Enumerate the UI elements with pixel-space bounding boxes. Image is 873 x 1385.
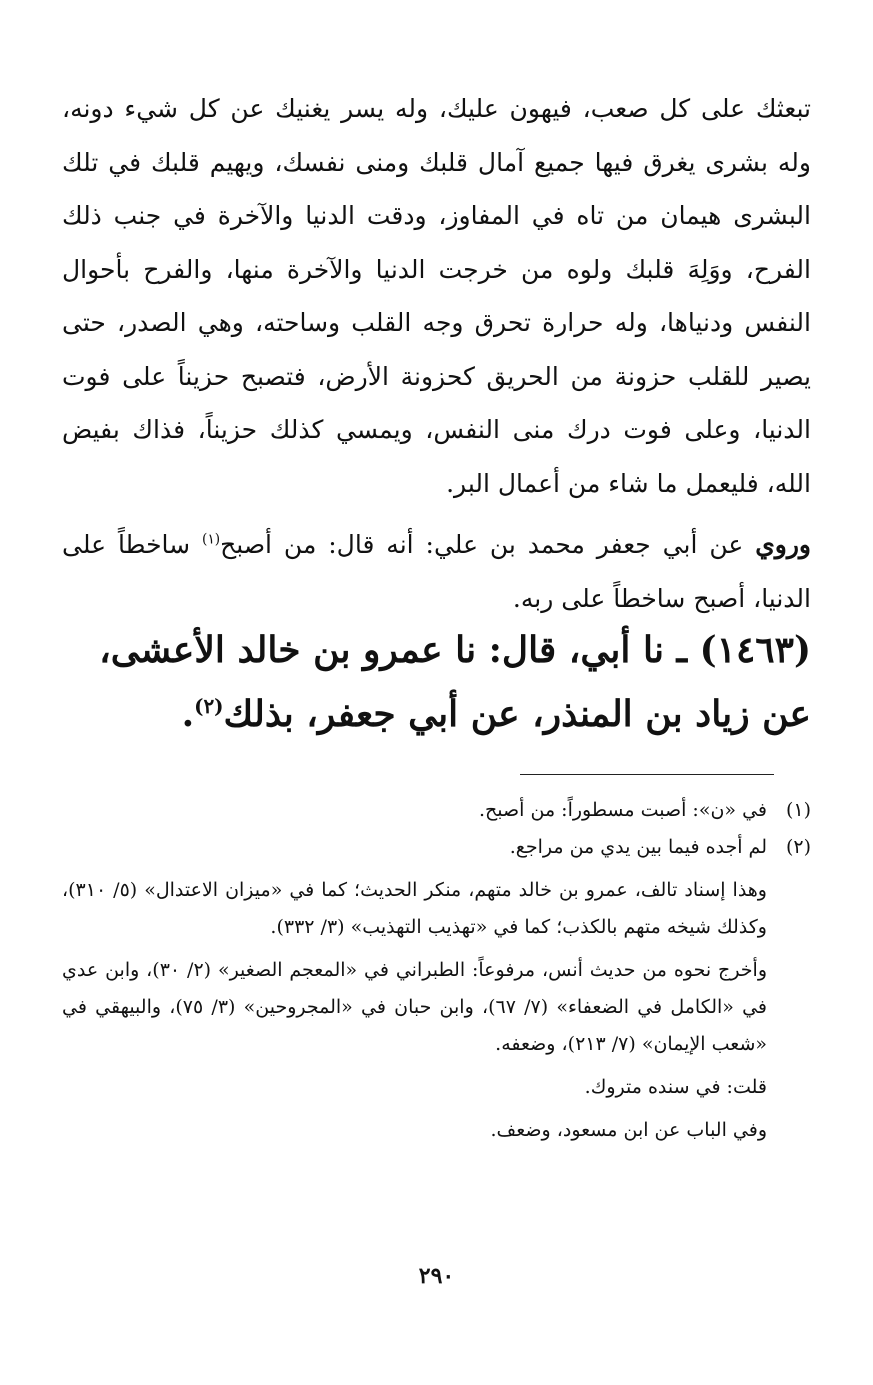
footnote-paragraph: وأخرج نحوه من حديث أنس، مرفوعاً: الطبراني في «المعجم الصغير» (٢/ ٣٠)، وابن عدي في «الكامل في الضعفاء» (٧/ ٦٧)، وابن حبان في «المجروحين» (٣/ ٧٥)، والبيهقي في «شعب الإيمان» (٧/ ٢١٣)، وضعفه. — [62, 959, 768, 1055]
footnote-paragraph: قلت: في سنده متروك. — [584, 1076, 767, 1098]
footnote-2 — [62, 829, 811, 866]
quote-text-a: عن أبي جعفر محمد بن علي: أنه قال: من أصبح — [220, 530, 756, 559]
footnote-ref-1: (١) — [202, 531, 221, 548]
footnote-paragraph: وهذا إسناد تالف، عمرو بن خالد متهم، منكر الحديث؛ كما في «ميزان الاعتدال» (٥/ ٣١٠)، وكذلك شيخه متهم بالكذب؛ كما في «تهذيب التهذيب» (٣/ ٣٣٢). — [62, 879, 767, 938]
quote-paragraph — [62, 518, 811, 625]
hadith-chain — [62, 618, 811, 746]
footnote-separator — [520, 774, 774, 775]
footnote-1 — [62, 792, 811, 829]
footnotes — [62, 792, 811, 1149]
hadith-end: . — [181, 693, 195, 735]
quote-text-b: ساخطاً على الدنيا، أصبح ساخطاً على ربه. — [62, 530, 811, 613]
footnote-number: (٢) — [785, 836, 811, 858]
page-number: ٢٩٠ — [418, 1263, 455, 1289]
footnote-text: لم أجده فيما بين يدي من مراجع. — [509, 836, 767, 858]
footnote-number: (١) — [785, 799, 811, 821]
hadith-text: (١٤٦٣) ـ نا أبي، قال: نا عمرو بن خالد الأعشى، عن زياد بن المنذر، عن أبي جعفر، بذلك — [99, 629, 811, 735]
footnote-ref-2: (٢) — [194, 694, 224, 718]
footnote-paragraph: وفي الباب عن ابن مسعود، وضعف. — [490, 1119, 767, 1141]
quote-lead-word: وروي — [755, 530, 811, 559]
main-text — [62, 82, 811, 625]
footnote-text: في «ن»: أصبت مسطوراً: من أصبح. — [479, 799, 767, 821]
body-paragraph: تبعثك على كل صعب، فيهون عليك، وله يسر يغنيك عن كل شيء دونه، وله بشرى يغرق فيها جميع آمال قلبك ومنى نفسك، ويهيم قلبك في تلك البشرى هيمان من تاه في المفاوز، ودقت الدنيا والآخرة في جنب ذلك الفرح، ووَلِهَ قلبك ولوه من خرجت الدنيا والآخرة منها، والفرح بأحوال النفس ودنياها، وله حرارة تحرق وجه القلب وساحته، وهي الصدر، حتى يصير للقلب حزونة من الحريق كحزونة الأرض، فتصبح حزيناً على فوت الدنيا، وعلى فوت درك منى النفس، ويمسي كذلك حزيناً، فذاك بفيض الله، فليعمل ما شاء من أعمال البر. — [62, 94, 811, 498]
